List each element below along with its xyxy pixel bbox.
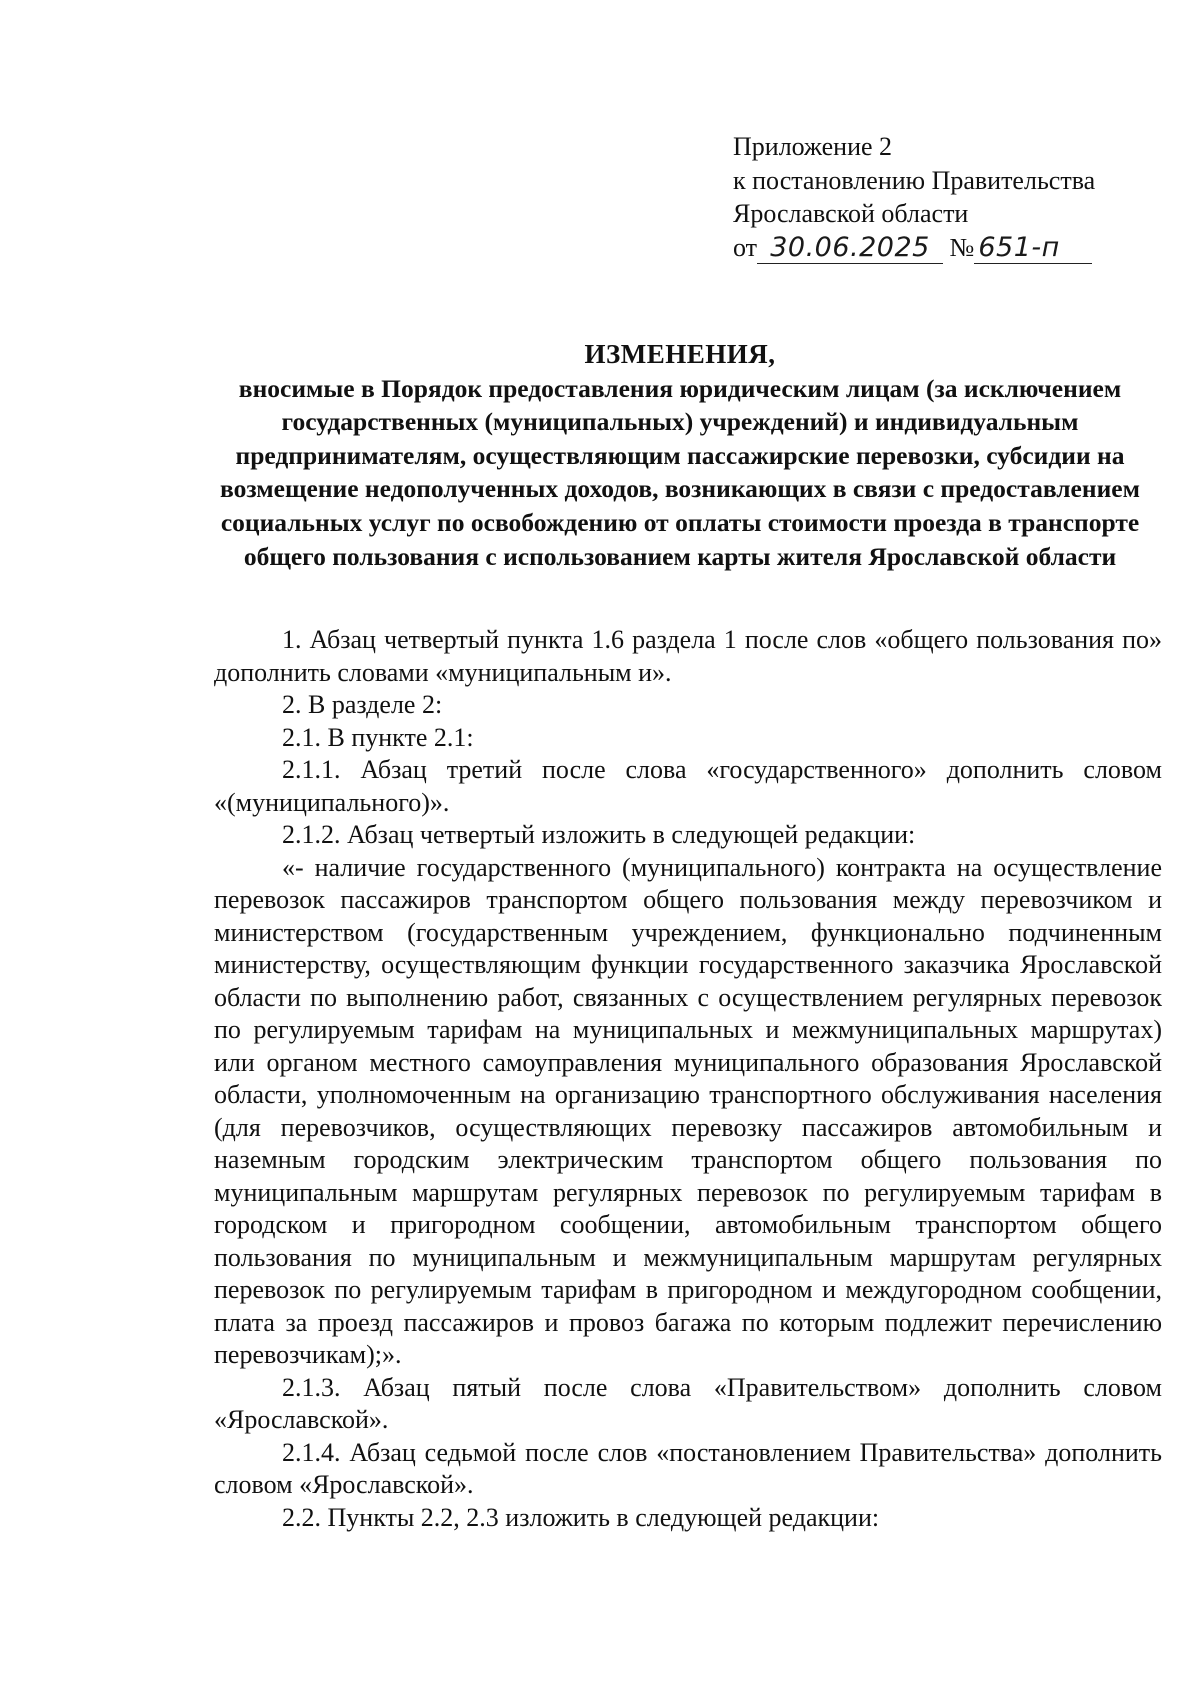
date-prefix: от [733, 232, 758, 262]
heading-title: ИЗМЕНЕНИЯ, [584, 339, 776, 369]
number-prefix: № [949, 232, 975, 262]
document-body [214, 624, 1162, 1534]
annex-line-3: Ярославской области [733, 199, 969, 228]
annex-block [733, 130, 1173, 264]
paragraph-2-1-4: 2.1.4. Абзац седьмой после слов «постановлением Правительства» дополнить словом «Ярославской». [214, 1437, 1162, 1499]
handwritten-date: 30.06.2025 [757, 233, 943, 264]
annex-line-2: к постановлению Правительства [733, 165, 1096, 195]
paragraph-2: 2. В разделе 2: [282, 690, 443, 719]
paragraph-2-1-2: 2.1.2. Абзац четвертый изложить в следующей редакции: [282, 820, 916, 849]
annex-line-1: Приложение 2 [733, 132, 893, 161]
heading-subtitle: вносимые в Порядок предоставления юридическим лицам (за исключением государственных (муниципальных) учреждений) и индивидуальным предпринимателям, осуществляющим пассажирские перевозки, субсидии на возмещение недополученных доходов, возникающих в связи с предоставлением социальных услуг по освобождению от оплаты стоимости проезда в транспорте общего пользования с использованием карты жителя Ярославской области [220, 373, 1140, 571]
paragraph-2-1-3: 2.1.3. Абзац пятый после слова «Правительством» дополнить словом «Ярославской». [214, 1372, 1162, 1434]
paragraph-2-1: 2.1. В пункте 2.1: [282, 722, 474, 752]
handwritten-number: 651-п [974, 233, 1092, 264]
paragraph-1: 1. Абзац четвертый пункта 1.6 раздела 1 после слов «общего пользования по» дополнить словами «муниципальным и». [214, 625, 1162, 687]
document-heading [200, 338, 1160, 573]
annex-date-line [733, 231, 1173, 265]
paragraph-2-2: 2.2. Пункты 2.2, 2.3 изложить в следующей редакции: [282, 1502, 880, 1532]
paragraph-quoted-text: «- наличие государственного (муниципального) контракта на осуществление перевозок пассажиров транспортом общего пользования между перевозчиком и министерством (государственным учреждением, функционально подчиненным министерству, осуществляющим функции государственного заказчика Ярославской области по выполнению работ, связанных с осуществлением регулярных перевозок по регулируемым тарифам на муниципальных и межмуниципальных маршрутах) или органом местного самоуправления муниципального образования Ярославской области, уполномоченным на организацию транспортного обслуживания населения (для перевозчиков, осуществляющих перевозку пассажиров автомобильным и наземным городским электрическим транспортом общего пользования по муниципальным маршрутам регулярных перевозок по регулируемым тарифам в городском и пригородном сообщении, автомобильным транспортом общего пользования по муниципальным и межмуниципальным маршрутам регулярных перевозок по регулируемым тарифам в пригородном и междугородном сообщении, плата за проезд пассажиров и провоз багажа по которым подлежит перечислению перевозчикам);». [214, 852, 1162, 1369]
paragraph-2-1-1: 2.1.1. Абзац третий после слова «государственного» дополнить словом «(муниципального)». [214, 755, 1162, 817]
